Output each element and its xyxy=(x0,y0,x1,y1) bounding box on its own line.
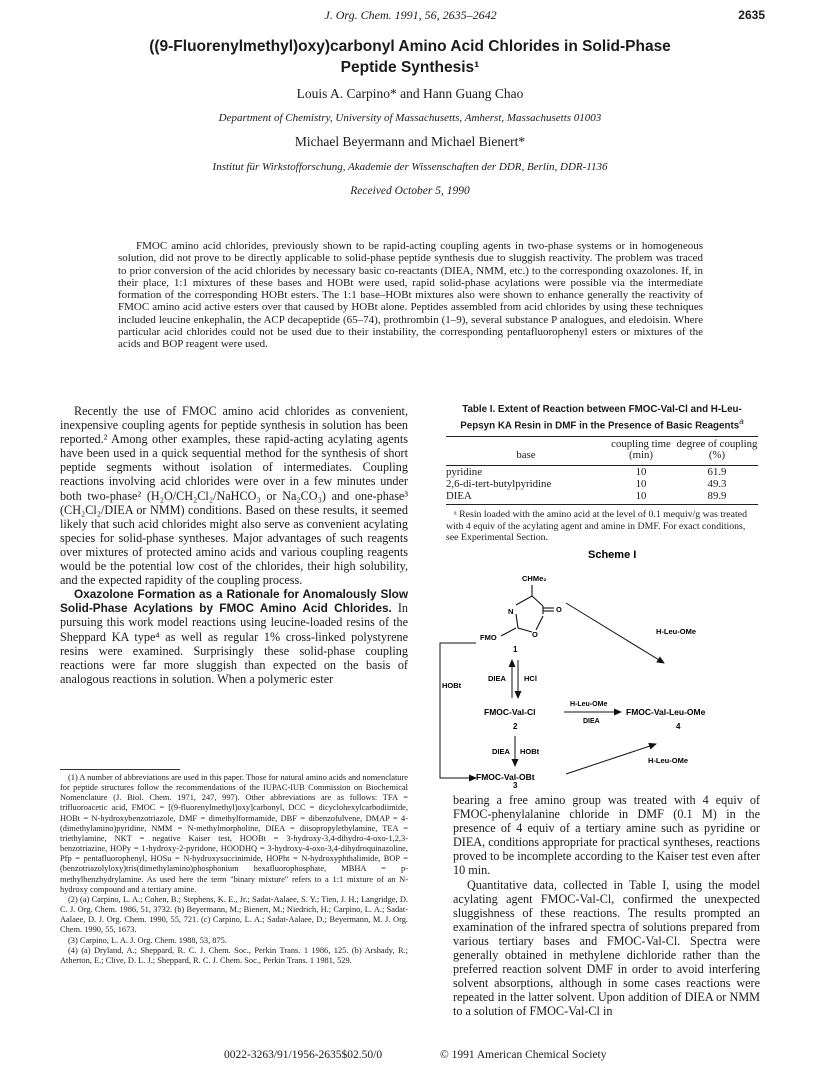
footnote-3: (3) Carpino, L. A. J. Org. Chem. 1988, 53, 875. xyxy=(68,935,227,945)
affiliation-2: Institut für Wirkstofforschung, Akademie der Wissenschaften der DDR, Berlin, DDR-1136 xyxy=(212,161,608,173)
compound-fmoc-val-obt: FMOC-Val-OBt xyxy=(476,772,535,782)
table-cell: 89.9 xyxy=(676,490,758,505)
title-line-1: ((9-Fluorenylmethyl)oxy)carbonyl Amino Acid Chlorides in Solid-Phase xyxy=(149,38,671,55)
label-diea-2: DIEA xyxy=(492,747,510,756)
label-diea-mid: DIEA xyxy=(583,718,600,725)
affiliation-1: Department of Chemistry, University of Massachusetts, Amherst, Massachusetts 01003 xyxy=(218,112,602,124)
paragraph-continued: bearing a free amino group was treated with 4 equiv of FMOC-phenylalanine chloride in DMF (0.1 M) in the presence of 4 equiv of a tertiary amine such as pyridine or DIEA, conditions appropriate for practical syntheses, reactions proved to be incomplete according to the Kaiser test even after 10 min. xyxy=(453,793,760,878)
label-hcl: HCl xyxy=(524,674,537,683)
compound-number-4: 4 xyxy=(676,722,681,731)
authors-1: Louis A. Carpino* and Hann Guang Chao xyxy=(296,86,524,101)
footnote-1: (1) A number of abbreviations are used in this paper. Those for natural amino acids and nomenclature for peptide structures follow the recommendations of the IUPAC-IUB Commission on Biochemical Nomenclature (J. Biol. Chem. 1971, 247, 997). Other abbreviations are as follows: TFA = trifluoroacetic acid, FMOC = [(9-fluorenylmethyl)oxy]carbonyl, DCC = dicyclohexylcarbodiimide, HOBt = N-hydroxybenzotriazole, DMF = dimethylformamide, DBF = dibenzofulvene, DMAP = 4-(dimethylamino)pyridine, NMM = N-methylmorpholine, DIEA = diisopropylethylamine, TEA = triethylamine, NKT = negative Kaiser test, HOOBt = 3-hydroxy-3,4-dihydro-4-oxo-1,2,3-benzotriazine, HOPy = 1-hydroxy-2-pyridone, HOODHQ = 3-hydroxy-4-oxo-3,4-dihydroquinazoline, Pfp = pentafluorophenyl, HOSu = N-hydroxysuccinimide, HOPht = N-hydroxyphthalimide, BOP = (benzotriazolyloxy)tris(dimethylamino)phosphonium hexafluorophosphate, MBHA = p-methylbenzhydrylamine. As used here the term "binary mixture" refers to a 1:1 mixture of an N-hydroxy compound and a tertiary amine. xyxy=(60,773,408,894)
scheme-1-diagram xyxy=(436,548,766,788)
received-date: Received October 5, 1990 xyxy=(350,185,470,197)
copyright: © 1991 American Chemical Society xyxy=(440,1049,607,1061)
label-hleuome-mid: H-Leu-OMe xyxy=(570,701,608,708)
journal-citation: J. Org. Chem. 1991, 56, 2635–2642 xyxy=(324,8,497,22)
article-code: 0022-3263/91/1956-2635$02.50/0 xyxy=(224,1049,383,1061)
table-row xyxy=(446,465,758,478)
table-cell: DIEA xyxy=(446,490,606,505)
label-hleuome-top: H-Leu-OMe xyxy=(656,627,696,636)
scheme-title: Scheme I xyxy=(588,549,637,561)
table-row xyxy=(446,478,758,490)
abstract: FMOC amino acid chlorides, previously shown to be rapid-acting coupling agents in two-phase systems or in homogeneous solution, did not prove to be directly applicable to solid-phase peptide synthesis due to sluggish reactivity. The problem was traced to prior conversion of the acid chlorides by necessary basic co-reactants (DIEA, NMM, etc.) to the corresponding oxazolones. If, in their place, 1:1 mixtures of these bases and HOBt were used, rapid solid-phase acylations were possible via the intermediate formation of the corresponding HOBt esters. The 1:1 base–HOBt mixtures also were shown to enhance generally the reactivity of FMOC amino acid active esters over that caused by HOBt alone. Peptides assembled from acid chlorides by using these techniques included leucine enkephalin, the ACP decapeptide (65–74), prothrombin (1–9), several substance P analogues, and eledoisin. Where particular acid chlorides could not be used due to their instability, the corresponding pentafluorophenyl esters or mixtures of the acids and BOP reagent were used. xyxy=(118,240,703,351)
label-n: N xyxy=(508,607,514,616)
label-hobt-2: HOBt xyxy=(520,747,540,756)
table-cell: 10 xyxy=(635,465,647,478)
table-grid xyxy=(446,436,758,506)
footnotes xyxy=(60,773,408,966)
table-caption-text: Table I. Extent of Reaction between FMOC-Val-Cl and H-Leu-Pepsyn KA Resin in DMF in the Presence of Basic Reagents xyxy=(460,404,742,432)
label-hleuome-bot: H-Leu-OMe xyxy=(648,756,688,765)
table-cell: 49.3 xyxy=(707,477,727,490)
table-cell: 10 xyxy=(606,490,676,505)
compound-number-2: 2 xyxy=(513,722,518,731)
authors-2: Michael Beyermann and Michael Bienert* xyxy=(294,134,526,149)
compound-fmoc-val-cl: FMOC-Val-Cl xyxy=(484,707,536,717)
page-number: 2635 xyxy=(738,8,765,22)
footnote-2: (2) (a) Carpino, L. A.; Cohen, B.; Stephens, K. E., Jr.; Sadat-Aalaee, S. Y.; Tien, J. H.; Langridge, D. C. J. Org. Chem. 1986, 51, 3732. (b) Beyermann, M.; Bienert, M.; Niedrich, H.; Carpino, L. A.; Sadat-Aalaee, D. J. Org. Chem. 1990, 55, 721. (c) Carpino, L. A.; Sadat-Aalaee, D.; Beyermann, M. J. Org. Chem. 1990, 55, 1673. xyxy=(60,894,408,935)
paragraph-oxazolone xyxy=(60,587,408,686)
table-caption xyxy=(446,404,758,433)
left-column-body xyxy=(60,404,408,686)
compound-number-3: 3 xyxy=(513,781,518,788)
label-hobt: HOBt xyxy=(442,681,462,690)
table-header-degree: degree of coupling (%) xyxy=(676,436,758,465)
label-o-ring: O xyxy=(532,630,538,639)
label-o-carbonyl: O xyxy=(556,605,562,614)
running-header xyxy=(0,8,821,26)
compound-fmoc-val-leu-ome: FMOC-Val-Leu-OMe xyxy=(626,707,706,717)
arrow-1-to-3 xyxy=(440,643,476,778)
table-cell: 2,6-di-tert-butylpyridine xyxy=(446,477,552,490)
table-cell: 10 xyxy=(635,477,647,490)
paragraph-intro: Recently the use of FMOC amino acid chlorides as convenient, inexpensive coupling agents for peptide synthesis in solution has been reported.² Among other examples, these rapid-acting acylating agents have been used in a quick sequential method for the synthesis of short peptide segments without isolation of intermediates. Coupling reactions involving acid chlorides were over in a few minutes under both two-phase² (H₂O/CH₂Cl₂/NaHCO₃ or Na₂CO₃) and one-phase³ (CH₂Cl₂/DIEA or NMM) conditions. Based on these results, it seemed likely that such acid chlorides might also serve as convenient acylating species for solid-phase syntheses. Major advantages of such reagents over mixtures of protected amino acids and various coupling reagents would be the potential low cost of the chlorides, their high solubility, and the expected rapidity of the coupling process. xyxy=(60,404,408,588)
table-1 xyxy=(446,404,758,543)
arrow-1-to-4 xyxy=(566,603,664,663)
table-cell: 61.9 xyxy=(707,465,727,478)
compound-number-1: 1 xyxy=(513,645,518,654)
table-footnote: ᵃ Resin loaded with the amino acid at the level of 0.1 mequiv/g was treated with 4 equiv of the acylating agent and amine in DMF. For exact conditions, see Experimental Section. xyxy=(446,509,747,543)
section-heading: Oxazolone Formation as a Rationale for Anomalously Slow Solid-Phase Acylations by FMOC Amino Acid Chlorides. xyxy=(60,587,408,616)
label-chme2: CHMe₂ xyxy=(522,574,547,583)
label-diea-1: DIEA xyxy=(488,674,506,683)
table-caption-mark: a xyxy=(739,417,744,427)
paragraph-oxazolone-text: In pursuing this work model reactions using leucine-loaded resins of the Sheppard KA type⁴ as well as regular 1% cross-linked polystyrene resins were examined. Surprisingly these solid-phase coupling reactions were far more sluggish than expected on the basis of analogous reactions in solution. When a polymeric ester xyxy=(60,601,408,686)
paragraph-quantitative: Quantitative data, collected in Table I, using the model acylating agent FMOC-Val-Cl, confirmed the unexpected sluggishness of these reactions. The results prompted an examination of the infrared spectra of solutions prepared from various tertiary bases and FMOC-Val-Cl. Spectra were generally obtained in methylene dichloride rather than the preferred reaction solvent DMF in order to avoid interfering solvent absorptions, although in some cases reactions were repeated in the latter solvent. Upon addition of DIEA or NMM to a solution of FMOC-Val-Cl in xyxy=(453,877,760,1019)
arrow-3-to-4 xyxy=(566,744,656,774)
footnote-4: (4) (a) Dryland, A.; Sheppard, R. C. J. Chem. Soc., Perkin Trans. 1 1986, 125. (b) Arshady, R.; Atherton, E.; Clive, D. L. J.; Sheppard, R. C. J. Chem. Soc., Perkin Trans. 1 1981, 529. xyxy=(60,945,408,965)
right-column-body xyxy=(453,793,760,1019)
article-title xyxy=(60,36,760,78)
label-fmo: FMO xyxy=(480,633,497,642)
table-header-row xyxy=(446,436,758,465)
title-line-2: Peptide Synthesis¹ xyxy=(340,59,480,76)
table-cell: pyridine xyxy=(446,465,482,478)
table-header-time: coupling time (min) xyxy=(606,436,676,465)
footnote-rule xyxy=(60,769,180,770)
table-row xyxy=(446,490,758,505)
table-header-base: base xyxy=(446,436,606,465)
